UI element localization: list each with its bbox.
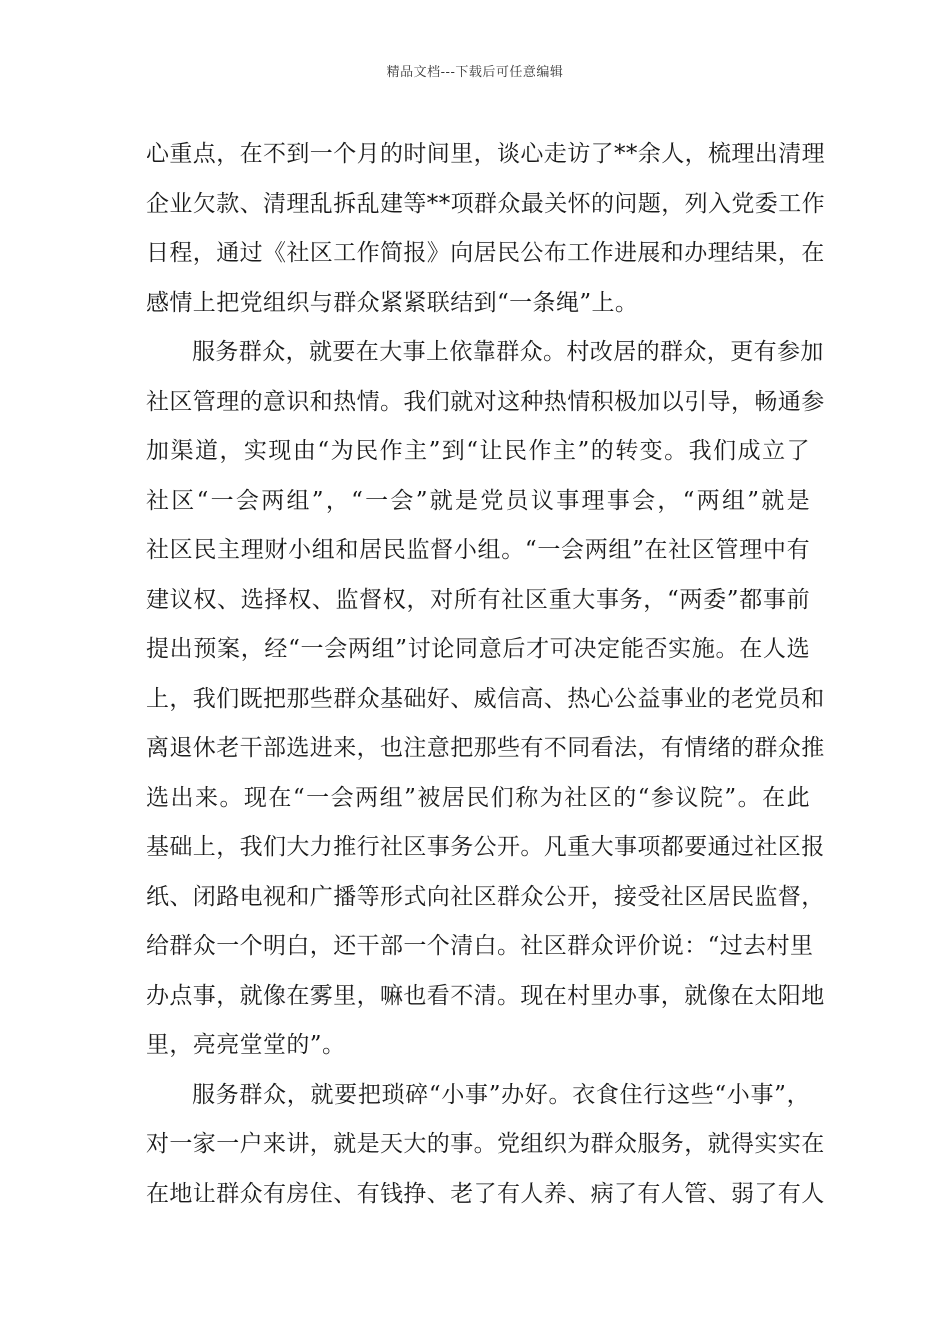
- text-line: 心重点，在不到一个月的时间里，谈心走访了**余人，梳理出清理: [146, 141, 825, 167]
- text-line: 在地让群众有房住、有钱挣、老了有人养、病了有人管、弱了有人: [146, 1180, 825, 1207]
- text-line: 建议权、选择权、监督权，对所有社区重大事务，“两委”都事前: [146, 586, 810, 613]
- text-line: 选出来。现在“一会两组”被居民们称为社区的“参议院”。在此: [146, 784, 810, 811]
- text-line: 上，我们既把那些群众基础好、威信高、热心公益事业的老党员和: [146, 685, 825, 712]
- text-line: 企业欠款、清理乱拆乱建等**项群众最关怀的问题，列入党委工作: [146, 190, 825, 217]
- text-line: 基础上，我们大力推行社区事务公开。凡重大事项都要通过社区报: [146, 834, 825, 860]
- text-line: 提出预案，经“一会两组”讨论同意后才可决定能否实施。在人选: [146, 636, 810, 662]
- text-line: 纸、闭路电视和广播等形式向社区群众公开，接受社区居民监督，: [146, 883, 825, 910]
- text-line: 离退休老干部选进来，也注意把那些有不同看法，有情绪的群众推: [146, 735, 825, 761]
- paragraph-first-line: 服务群众，就要把琐碎“小事”办好。衣食住行这些“小事”，: [192, 1081, 810, 1108]
- page-header: 精品文档---下载后可任意编辑: [386, 65, 564, 80]
- text-line: 社区管理的意识和热情。我们就对这种热情积极加以引导，畅通参: [146, 388, 825, 415]
- text-line: 给群众一个明白，还干部一个清白。社区群众评价说：“过去村里: [146, 933, 814, 959]
- document-body: [146, 130, 825, 1219]
- text-line: 办点事，就像在雾里，嘛也看不清。现在村里办事，就像在太阳地: [146, 982, 825, 1009]
- text-line: 加渠道，实现由“为民作主”到“让民作主”的转变。我们成立了: [146, 438, 810, 464]
- paragraph-first-line: 服务群众，就要在大事上依靠群众。村改居的群众，更有参加: [192, 339, 824, 365]
- text-line: 对一家一户来讲，就是天大的事。党组织为群众服务，就得实实在: [146, 1131, 825, 1157]
- text-line: 日程，通过《社区工作简报》向居民公布工作进展和办理结果，在: [146, 240, 825, 266]
- text-line: 社区“一会两组”，“一会”就是党员议事理事会，“两组”就是: [146, 487, 810, 514]
- text-line: 社区民主理财小组和居民监督小组。“一会两组”在社区管理中有: [146, 537, 810, 563]
- text-line: 感情上把党组织与群众紧紧联结到“一条绳”上。: [146, 289, 639, 316]
- text-line: 里，亮亮堂堂的”。: [146, 1032, 346, 1058]
